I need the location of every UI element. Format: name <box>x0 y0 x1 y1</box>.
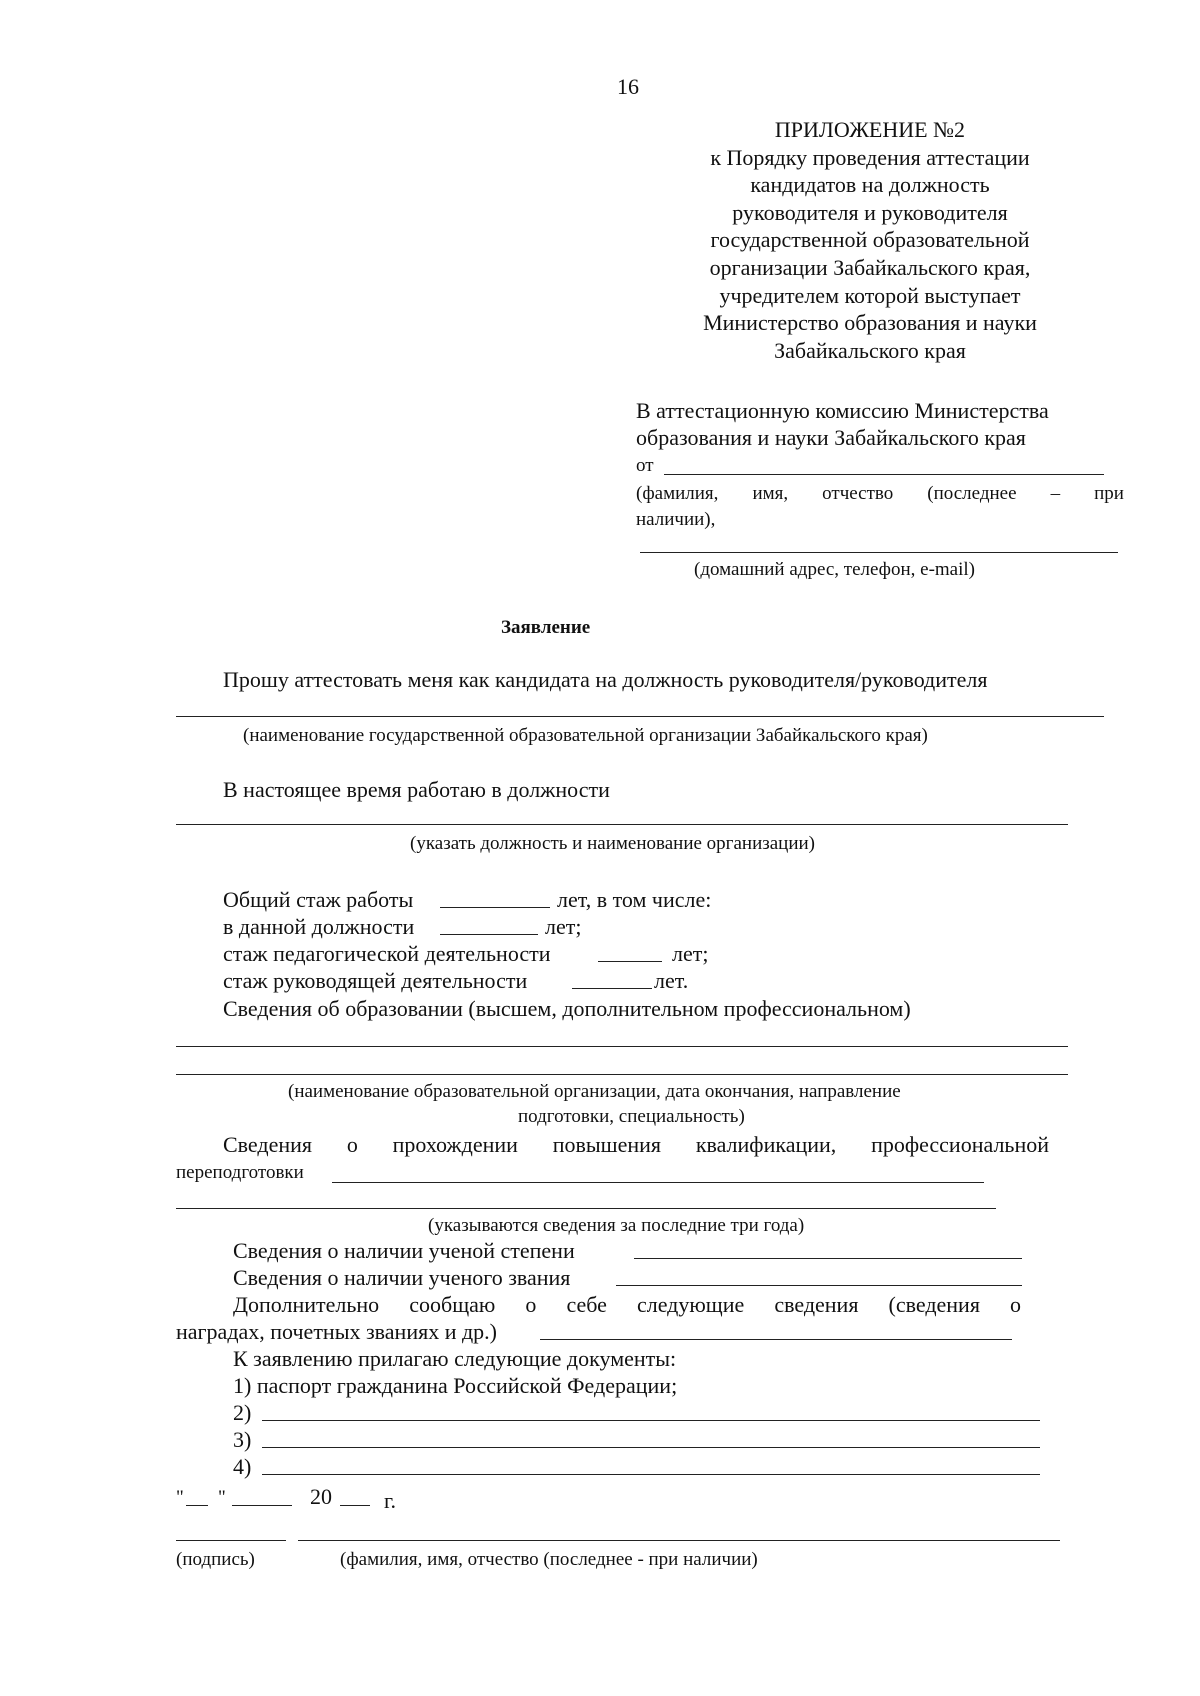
managerial-experience-suffix: лет. <box>654 968 689 993</box>
date-year-suffix: г. <box>384 1488 397 1513</box>
from-label: от <box>636 455 654 476</box>
academic-title-label: Сведения о наличии ученого звания <box>233 1265 571 1290</box>
addressee-line-1: В аттестационную комиссию Министерства <box>636 398 1049 423</box>
current-position-label: В настоящее время работаю в должности <box>223 777 610 802</box>
appendix-line: Забайкальского края <box>774 337 966 363</box>
appendix-title: ПРИЛОЖЕНИЕ №2 <box>774 117 966 142</box>
qualification-word: квалификации, <box>695 1132 837 1157</box>
position-hint: (указать должность и наименование организации) <box>410 833 816 854</box>
qualification-hint: (указываются сведения за последние три года) <box>428 1215 805 1236</box>
additional-word: сообщаю <box>409 1292 496 1317</box>
document-item-3-label: 3) <box>233 1427 252 1452</box>
document-item-2-label: 2) <box>233 1400 252 1425</box>
date-quote-open: " <box>176 1487 184 1508</box>
appendix-line: кандидатов на должность <box>750 172 990 198</box>
degree-label: Сведения о наличии ученой степени <box>233 1238 575 1263</box>
address-hint: (домашний адрес, телефон, e-mail) <box>694 559 976 580</box>
signature-name-hint: (фамилия, имя, отчество (последнее - при наличии) <box>340 1549 758 1570</box>
fio-hint-word: (последнее <box>927 483 1017 504</box>
education-hint-1: (наименование образовательной организации, дата окончания, направление <box>288 1081 901 1102</box>
position-field[interactable] <box>176 824 1068 825</box>
additional-info-field[interactable] <box>540 1339 1012 1340</box>
additional-word: о <box>1010 1292 1021 1317</box>
organization-field[interactable] <box>176 716 1104 717</box>
date-quote-close: " <box>218 1487 226 1508</box>
additional-word: сведения <box>774 1292 859 1317</box>
fio-hint-word: при <box>1094 483 1124 504</box>
appendix-header <box>640 116 1100 364</box>
fio-hint-word: (фамилия, <box>636 483 719 504</box>
qualification-word: повышения <box>552 1132 662 1157</box>
pedagogical-experience-field[interactable] <box>598 961 662 962</box>
academic-title-field[interactable] <box>616 1285 1022 1286</box>
qualification-word: профессиональной <box>871 1132 1049 1157</box>
qualification-field-2[interactable] <box>176 1208 996 1209</box>
education-field-1[interactable] <box>176 1046 1068 1047</box>
qualification-word: прохождении <box>392 1132 518 1157</box>
total-experience-field[interactable] <box>440 907 550 908</box>
appendix-line: к Порядку проведения аттестации <box>710 144 1030 170</box>
qualification-label <box>223 1134 1049 1156</box>
appendix-line: руководителя и руководителя <box>732 199 1008 225</box>
document-item-1: 1) паспорт гражданина Российской Федерации; <box>233 1373 678 1398</box>
fio-hint <box>636 484 1124 503</box>
retraining-label: переподготовки <box>176 1162 304 1183</box>
appendix-line: организации Забайкальского края, <box>709 254 1031 280</box>
document-item-2-field[interactable] <box>262 1420 1040 1421</box>
pedagogical-experience-label: стаж педагогической деятельности <box>223 941 551 966</box>
page-number: 16 <box>617 74 639 99</box>
date-year-field[interactable] <box>340 1505 370 1506</box>
document-item-4-field[interactable] <box>262 1474 1040 1475</box>
appendix-line: государственной образовательной <box>710 227 1030 253</box>
fio-hint-word: имя, <box>752 483 789 504</box>
fio-hint-word: отчество <box>822 483 894 504</box>
additional-word: себе <box>566 1292 607 1317</box>
additional-word: Дополнительно <box>233 1292 380 1317</box>
document-item-4-label: 4) <box>233 1454 252 1479</box>
fio-hint-word: – <box>1050 483 1061 504</box>
position-experience-field[interactable] <box>440 934 538 935</box>
address-field[interactable] <box>640 552 1118 553</box>
appendix-line: Министерство образования и науки <box>703 310 1037 336</box>
additional-word: о <box>525 1292 537 1317</box>
document-item-3-field[interactable] <box>262 1447 1040 1448</box>
managerial-experience-label: стаж руководящей деятельности <box>223 968 528 993</box>
education-hint-2: подготовки, специальность) <box>518 1106 745 1127</box>
qualification-word: Сведения <box>223 1132 313 1157</box>
qualification-word: о <box>346 1132 358 1157</box>
additional-info-label-2: наградах, почетных званиях и др.) <box>176 1319 497 1344</box>
degree-field[interactable] <box>634 1258 1022 1259</box>
date-day-field[interactable] <box>186 1505 208 1506</box>
position-experience-suffix: лет; <box>545 914 582 939</box>
signature-name-field[interactable] <box>298 1540 1060 1541</box>
education-field-2[interactable] <box>176 1074 1068 1075</box>
position-experience-label: в данной должности <box>223 914 415 939</box>
additional-word: (сведения <box>888 1292 980 1317</box>
documents-intro: К заявлению прилагаю следующие документы: <box>233 1346 677 1371</box>
pedagogical-experience-suffix: лет; <box>672 941 709 966</box>
additional-info-label <box>233 1294 1021 1316</box>
organization-hint: (наименование государственной образовательной организации Забайкальского края) <box>243 725 928 746</box>
signature-field[interactable] <box>176 1540 286 1541</box>
total-experience-label: Общий стаж работы <box>223 887 414 912</box>
appendix-line: учредителем которой выступает <box>719 282 1021 308</box>
from-name-field[interactable] <box>664 474 1104 475</box>
qualification-field-1[interactable] <box>332 1182 984 1183</box>
additional-word: следующие <box>636 1292 745 1317</box>
date-month-field[interactable] <box>232 1505 292 1506</box>
date-year-prefix: 20 <box>310 1484 332 1509</box>
total-experience-suffix: лет, в том числе: <box>557 887 712 912</box>
managerial-experience-field[interactable] <box>572 988 652 989</box>
addressee-line-2: образования и науки Забайкальского края <box>636 425 1026 450</box>
education-label: Сведения об образовании (высшем, дополнительном профессиональном) <box>223 996 911 1021</box>
statement-title: Заявление <box>501 617 591 638</box>
request-text: Прошу аттестовать меня как кандидата на должность руководителя/руководителя <box>223 667 988 692</box>
signature-hint: (подпись) <box>176 1549 255 1570</box>
fio-hint-line-2: наличии), <box>636 509 716 530</box>
